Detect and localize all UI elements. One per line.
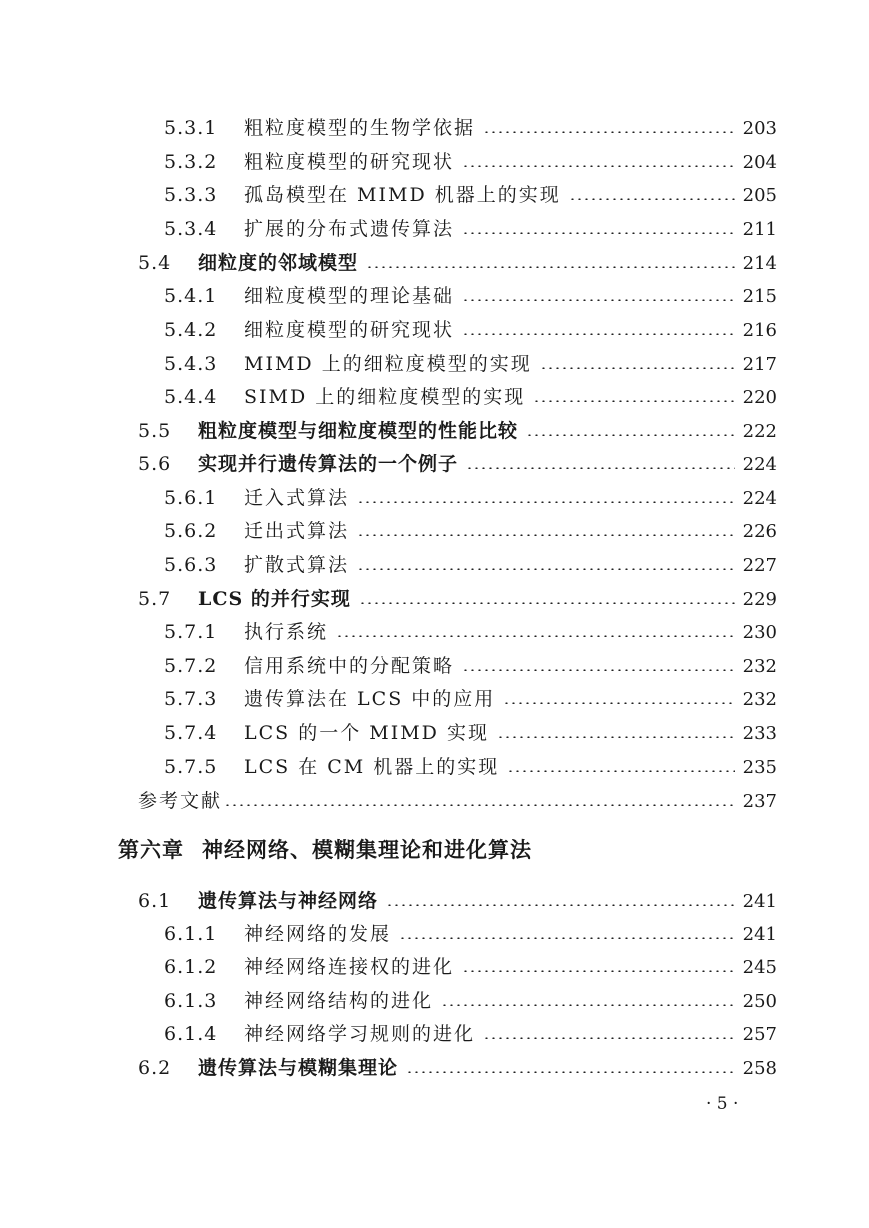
toc-entry-number: 5.4.1 bbox=[164, 285, 218, 307]
toc-entry bbox=[164, 516, 777, 546]
toc-entry-number: 5.6.3 bbox=[164, 554, 218, 576]
toc-entry-page: 232 bbox=[742, 689, 777, 710]
toc-entry bbox=[164, 617, 777, 647]
toc-entry-page: 204 bbox=[742, 152, 777, 173]
toc-entry-number: 5.5 bbox=[138, 420, 172, 442]
dot-leader bbox=[466, 467, 735, 469]
chapter-label: 第六章 bbox=[118, 838, 184, 862]
dot-leader bbox=[540, 367, 735, 369]
toc-entry-title: SIMD 上的细粒度模型的实现 bbox=[244, 386, 526, 408]
toc-entry bbox=[138, 248, 777, 278]
toc-entry-number: 6.1.1 bbox=[164, 923, 218, 945]
toc-entry-number: 6.1 bbox=[138, 890, 172, 912]
toc-entry bbox=[138, 449, 777, 479]
toc-entry-title: 粗粒度模型的研究现状 bbox=[244, 151, 455, 173]
toc-entry-references bbox=[138, 786, 777, 816]
toc-entry-title: 神经网络学习规则的进化 bbox=[244, 1023, 476, 1045]
toc-entry bbox=[164, 349, 777, 379]
toc-entry bbox=[164, 684, 777, 714]
toc-entry-number: 5.6.1 bbox=[164, 487, 218, 509]
toc-entry bbox=[138, 416, 777, 446]
toc-entry bbox=[138, 886, 777, 916]
toc-entry bbox=[164, 483, 777, 513]
toc-entry-page: 224 bbox=[742, 488, 777, 509]
toc-entry-title: 迁入式算法 bbox=[244, 487, 350, 509]
toc-entry-title: 神经网络的发展 bbox=[244, 923, 392, 945]
toc-entry-page: 215 bbox=[742, 286, 777, 307]
toc-entry-page: 226 bbox=[742, 521, 777, 542]
dot-leader bbox=[503, 702, 734, 704]
toc-entry-title: LCS 在 CM 机器上的实现 bbox=[244, 756, 500, 778]
toc-entry-number: 6.1.4 bbox=[164, 1023, 218, 1045]
toc-entry bbox=[164, 113, 777, 143]
dot-leader bbox=[497, 736, 735, 738]
toc-entry-title: 神经网络连接权的进化 bbox=[244, 956, 455, 978]
dot-leader bbox=[386, 904, 735, 906]
toc-entry-title: 细粒度的邻域模型 bbox=[198, 252, 359, 274]
toc-entry bbox=[164, 214, 777, 244]
dot-leader bbox=[462, 165, 735, 167]
toc-entry bbox=[164, 952, 777, 982]
dot-leader bbox=[462, 299, 735, 301]
toc-entry bbox=[164, 147, 777, 177]
toc-entry-page: 233 bbox=[742, 723, 777, 744]
toc-entry-page: 217 bbox=[742, 354, 777, 375]
toc-entry bbox=[164, 550, 777, 580]
toc-entry bbox=[138, 584, 777, 614]
toc-entry bbox=[164, 651, 777, 681]
toc-entry-title: MIMD 上的细粒度模型的实现 bbox=[244, 353, 532, 375]
page-number: · 5 · bbox=[706, 1094, 739, 1114]
dot-leader bbox=[462, 669, 735, 671]
toc-entry-page: 241 bbox=[742, 924, 777, 945]
toc-entry-number: 5.3.2 bbox=[164, 151, 218, 173]
toc-entry-title: 神经网络结构的进化 bbox=[244, 990, 434, 1012]
dot-leader bbox=[533, 400, 734, 402]
toc-entry-title: 粗粒度模型与细粒度模型的性能比较 bbox=[198, 420, 519, 442]
toc-entry-page: 216 bbox=[742, 320, 777, 341]
dot-leader bbox=[526, 434, 735, 436]
toc-entry-page: 203 bbox=[742, 118, 777, 139]
toc-entry-title: 细粒度模型的理论基础 bbox=[244, 285, 455, 307]
toc-entry-title: 遗传算法在 LCS 中的应用 bbox=[244, 688, 496, 710]
toc-entry bbox=[164, 281, 777, 311]
toc-entry-title: 执行系统 bbox=[244, 621, 329, 643]
toc-entry-number: 6.1.2 bbox=[164, 956, 218, 978]
toc-entry-page: 237 bbox=[742, 791, 777, 812]
toc-entry-number: 6.1.3 bbox=[164, 990, 218, 1012]
toc-entry-title: 信用系统中的分配策略 bbox=[244, 655, 455, 677]
toc-entry bbox=[164, 315, 777, 345]
toc-entry-number: 6.2 bbox=[138, 1057, 172, 1079]
dot-leader bbox=[224, 804, 735, 806]
toc-entry-number: 5.7.5 bbox=[164, 756, 218, 778]
toc-entry-page: 258 bbox=[742, 1058, 777, 1079]
dot-leader bbox=[359, 602, 735, 604]
dot-leader bbox=[507, 770, 734, 772]
toc-entry bbox=[164, 919, 777, 949]
toc-entry bbox=[164, 986, 777, 1016]
toc-entry-page: 222 bbox=[742, 421, 777, 442]
toc-entry-number: 5.4.4 bbox=[164, 386, 218, 408]
toc-entry-number: 5.3.4 bbox=[164, 218, 218, 240]
toc-entry-title: 遗传算法与模糊集理论 bbox=[198, 1057, 399, 1079]
toc-entry-page: 232 bbox=[742, 656, 777, 677]
dot-leader bbox=[357, 534, 735, 536]
toc-entry-number: 5.3.1 bbox=[164, 117, 218, 139]
toc-entry-page: 257 bbox=[742, 1024, 777, 1045]
toc-entry-page: 205 bbox=[742, 185, 777, 206]
toc-entry-page: 250 bbox=[742, 991, 777, 1012]
toc-entry-page: 214 bbox=[742, 253, 777, 274]
toc-entry-number: 5.3.3 bbox=[164, 184, 218, 206]
toc-entry bbox=[164, 752, 777, 782]
toc-entry-page: 224 bbox=[742, 454, 777, 475]
toc-entry bbox=[164, 382, 777, 412]
toc-entry-page: 235 bbox=[742, 757, 777, 778]
toc-entry-page: 230 bbox=[742, 622, 777, 643]
dot-leader bbox=[441, 1004, 735, 1006]
chapter-title: 神经网络、模糊集理论和进化算法 bbox=[202, 838, 532, 862]
toc-entry-title: 扩散式算法 bbox=[244, 554, 350, 576]
toc-entry-title: 迁出式算法 bbox=[244, 520, 350, 542]
dot-leader bbox=[406, 1071, 735, 1073]
toc-entry-number: 5.7.2 bbox=[164, 655, 218, 677]
toc-entry-page: 229 bbox=[742, 589, 777, 610]
toc-entry-number: 5.7.1 bbox=[164, 621, 218, 643]
toc-entry-title: 参考文献 bbox=[138, 790, 223, 812]
toc-entry-page: 245 bbox=[742, 957, 777, 978]
chapter-heading bbox=[118, 834, 532, 864]
dot-leader bbox=[357, 568, 735, 570]
toc-entry-number: 5.4 bbox=[138, 252, 172, 274]
toc-entry-title: LCS 的一个 MIMD 实现 bbox=[244, 722, 489, 744]
toc-entry bbox=[164, 1019, 777, 1049]
dot-leader bbox=[462, 970, 735, 972]
toc-entry bbox=[164, 718, 777, 748]
toc-entry-number: 5.6 bbox=[138, 453, 172, 475]
toc-entry-number: 5.7.3 bbox=[164, 688, 218, 710]
toc-entry-title: 细粒度模型的研究现状 bbox=[244, 319, 455, 341]
toc-entry-number: 5.4.2 bbox=[164, 319, 218, 341]
dot-leader bbox=[462, 333, 735, 335]
dot-leader bbox=[399, 937, 735, 939]
toc-entry-number: 5.7 bbox=[138, 588, 172, 610]
toc-entry-number: 5.6.2 bbox=[164, 520, 218, 542]
dot-leader bbox=[483, 1037, 735, 1039]
dot-leader bbox=[336, 635, 735, 637]
toc-entry-title: 孤岛模型在 MIMD 机器上的实现 bbox=[244, 184, 561, 206]
toc-entry-number: 5.7.4 bbox=[164, 722, 218, 744]
toc-entry-page: 211 bbox=[742, 219, 777, 240]
toc-entry-number: 5.4.3 bbox=[164, 353, 218, 375]
toc-entry-title: 扩展的分布式遗传算法 bbox=[244, 218, 455, 240]
toc-entry-title: 粗粒度模型的生物学依据 bbox=[244, 117, 476, 139]
toc-entry-page: 227 bbox=[742, 555, 777, 576]
toc-entry-page: 220 bbox=[742, 387, 777, 408]
dot-leader bbox=[569, 198, 735, 200]
toc-entry-title: 遗传算法与神经网络 bbox=[198, 890, 379, 912]
dot-leader bbox=[357, 501, 735, 503]
toc-entry-page: 241 bbox=[742, 891, 777, 912]
toc-entry-title: 实现并行遗传算法的一个例子 bbox=[198, 453, 459, 475]
toc-entry-title: LCS 的并行实现 bbox=[198, 588, 351, 610]
toc-entry bbox=[138, 1053, 777, 1083]
dot-leader bbox=[366, 266, 735, 268]
dot-leader bbox=[483, 131, 735, 133]
toc-entry bbox=[164, 180, 777, 210]
dot-leader bbox=[462, 232, 735, 234]
